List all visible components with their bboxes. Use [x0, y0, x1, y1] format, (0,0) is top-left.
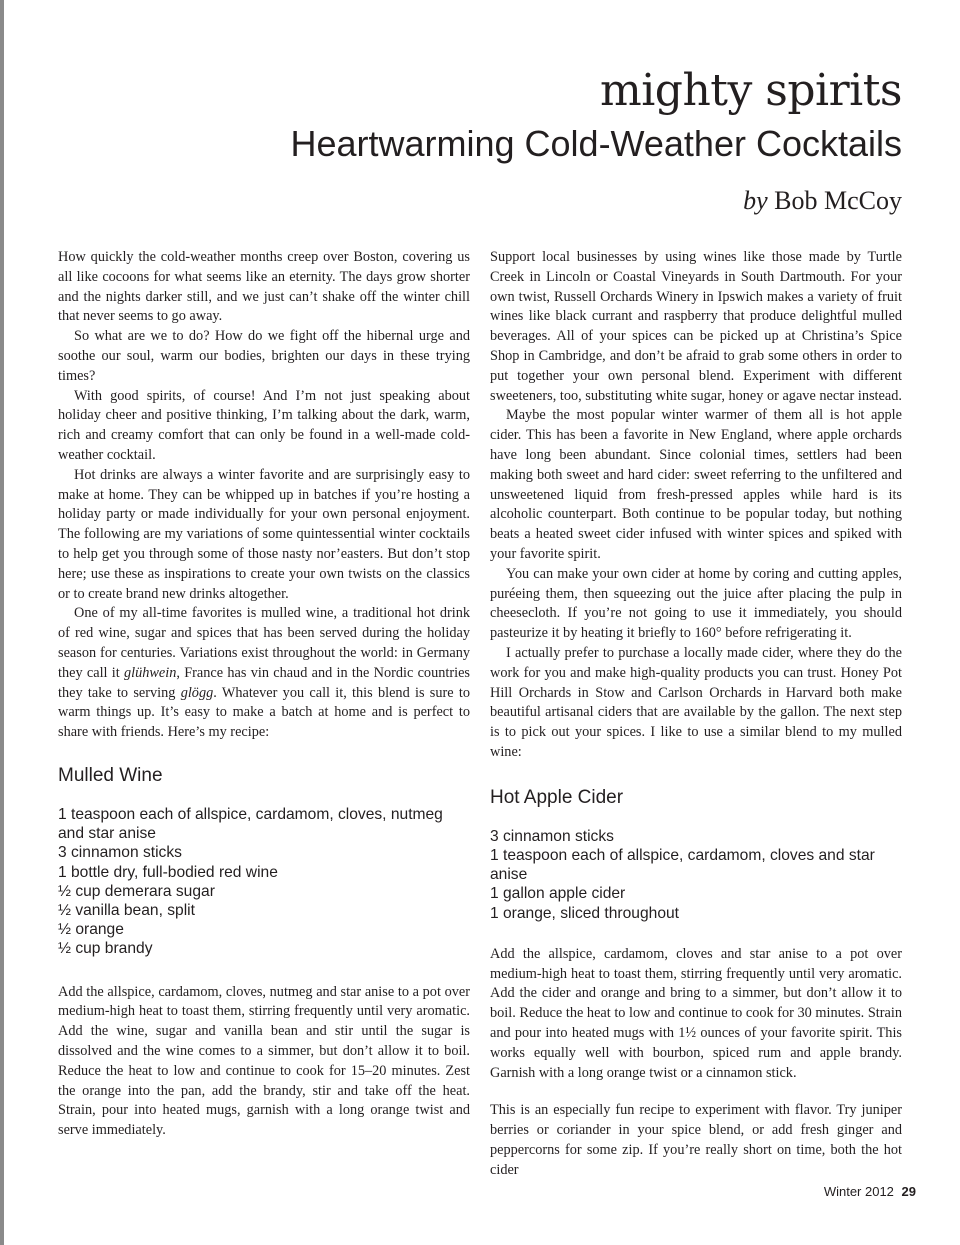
- ingredient-list-mulled-wine: [58, 805, 470, 959]
- glogg-term: glögg: [180, 684, 214, 701]
- recipe-directions-mulled-wine: Add the allspice, cardamom, cloves, nutmeg and star anise to a pot over medium-high heat to toast them, stirring frequently until very aromatic. Add the wine, sugar and vanilla bean and stir until the sugar is dissolved and the wine comes to a simmer, but don’t allow it to boil. Reduce the heat to low and continue to cook for 15–20 minutes. Zest the orange into the pan, add the brandy, stir and take off the heat. Strain, pour into heated mugs, garnish with a long orange twist and serve immediately.: [58, 983, 470, 1139]
- text-run: One of my all-time favorites is mulled wine, a traditional hot drink of red wine, sugar and spices that has been served during the holiday season for centuries. Variations exist throughout the world: in Germany they call it: [58, 605, 470, 681]
- page-edge-line: [0, 0, 4, 1245]
- ingredient-item: 1 teaspoon each of allspice, cardamom, cloves, nutmeg and star anise: [58, 805, 443, 843]
- body-paragraph: Support local businesses by using wines like those made by Turtle Creek in Lincoln or Coastal Vineyards in South Dartmouth. For your own twist, Russell Orchards Winery in Ipswich makes a variety of fruit wines like black currant and raspberry that produce delightful mulled beverages. All of your spices can be picked up at Christina’s Spice Shop in Cambridge, and don’t be afraid to grab some others in order to put together your own personal blend. Experiment with different sweeteners, too, substituting white sugar, honey or agave nectar instead.: [490, 249, 902, 404]
- recipe-directions-hot-apple-cider: Add the allspice, cardamom, cloves and star anise to a pot over medium-high heat to toast them, stirring frequently until very aromatic. Add the cider and orange and bring to a simmer, but don’t allow it to boil. Reduce the heat to low and continue to cook for 30 minutes. Strain and pour into heated mugs with 1½ ounces of your favorite spirit. This works equally well with bourbon, spiced rum and apple brandy. Garnish with a long orange twist or a cinnamon stick.: [490, 945, 902, 1081]
- recipe-title-hot-apple-cider: Hot Apple Cider: [490, 786, 624, 808]
- ingredient-item: 1 orange, sliced throughout: [490, 904, 679, 922]
- mulled-wine-intro-paragraph: [58, 604, 470, 743]
- issue-label: Winter 2012: [823, 1184, 894, 1199]
- ingredient-list-hot-apple-cider: [490, 827, 902, 923]
- ingredient-item: 1 gallon apple cider: [490, 885, 626, 903]
- left-column: [58, 248, 470, 1141]
- byline: [290, 186, 902, 216]
- right-column: [490, 248, 902, 1181]
- body-paragraph: So what are we to do? How do we fight off the hibernal urge and soothe our soul, warm our bodies, brighten our days in these trying times?: [58, 328, 470, 384]
- body-paragraph: You can make your own cider at home by coring and cutting apples, puréeing them, then squeezing out the juice after placing the pulp in cheesecloth. If you’re not going to use it immediately, you should pasteurize it by heating it briefly to 160° before refrigerating it.: [490, 565, 902, 642]
- text-run: , France has vin chaud and in the Nordic countries they take to serving: [58, 664, 470, 701]
- recipe-title-mulled-wine: Mulled Wine: [58, 764, 163, 786]
- section-title: mighty spirits: [599, 65, 902, 116]
- body-paragraph: How quickly the cold-weather months creep over Boston, covering us all like cocoons for what seems like an eternity. The days grow shorter and the nights darker still, and we just can’t shake off the winter chill that never seems to go away.: [58, 249, 470, 325]
- ingredient-item: 3 cinnamon sticks: [58, 844, 182, 862]
- body-paragraph: Hot drinks are always a winter favorite and are surprisingly easy to make at home. They can be whipped up in batches if you’re hosting a holiday party or made individually for your own personal enjoyment. The following are my variations of some quintessential winter cocktails to help get you through some of those nasty nor’easters. But don’t stop here; use these as inspirations to create your own twists on the classics or to create brand new drinks altogether.: [58, 466, 470, 602]
- text-run: . Whatever you call it, this blend is sure to warm things up. It’s easy to make a batch at home and is perfect to share with friends. Here’s my recipe:: [58, 684, 470, 741]
- ingredient-item: 1 bottle dry, full-bodied red wine: [58, 863, 278, 881]
- article-headline: Heartwarming Cold-Weather Cocktails: [290, 123, 902, 164]
- author-name: Bob McCoy: [774, 186, 902, 215]
- body-paragraph: Maybe the most popular winter warmer of them all is hot apple cider. This has been a favorite in New England, where apple orchards have long been abundant. Since colonial times, settlers had been making both sweet and hard cider: sweet referring to the unfiltered and unsweetened liquid from fresh-pressed apples while hard is its alcoholic counterpart. Both continue to be popular today, but nothing beats a heated sweet cider infused with winter spices and spiked with your favorite spirit.: [490, 407, 902, 562]
- page-number: 29: [901, 1184, 916, 1199]
- closing-paragraph: This is an especially fun recipe to experiment with flavor. Try juniper berries or coriander in your spice blend, or add fresh ginger and peppercorns for some zip. If you’re really short on time, both the hot cider: [490, 1102, 902, 1178]
- ingredient-item: ½ orange: [58, 921, 124, 939]
- byline-prefix: by: [743, 186, 768, 215]
- ingredient-item: ½ cup brandy: [58, 940, 153, 958]
- ingredient-item: ½ vanilla bean, split: [58, 901, 195, 919]
- ingredient-item: 1 teaspoon each of allspice, cardamom, cloves and star anise: [490, 846, 875, 884]
- body-paragraph: With good spirits, of course! And I’m not just speaking about holiday cheer and positive thinking, I’m talking about the dark, warm, rich and creamy comfort that can only be found in a well-made cold-weather cocktail.: [58, 387, 470, 463]
- ingredient-item: ½ cup demerara sugar: [58, 882, 215, 900]
- body-paragraph: I actually prefer to purchase a locally made cider, where they do the work for you and make high-quality products you can trust. Honey Pot Hill Orchards in Stow and Carlson Orchards in Harvard both make beautiful artisanal ciders that are available by the gallon. The next step is to pick out your spices. I like to use a similar blend to my mulled wine:: [490, 644, 902, 760]
- gluhwein-term: glühwein: [123, 664, 177, 681]
- page-footer: [824, 1184, 916, 1199]
- ingredient-item: 3 cinnamon sticks: [490, 827, 614, 845]
- article-header: [290, 64, 902, 216]
